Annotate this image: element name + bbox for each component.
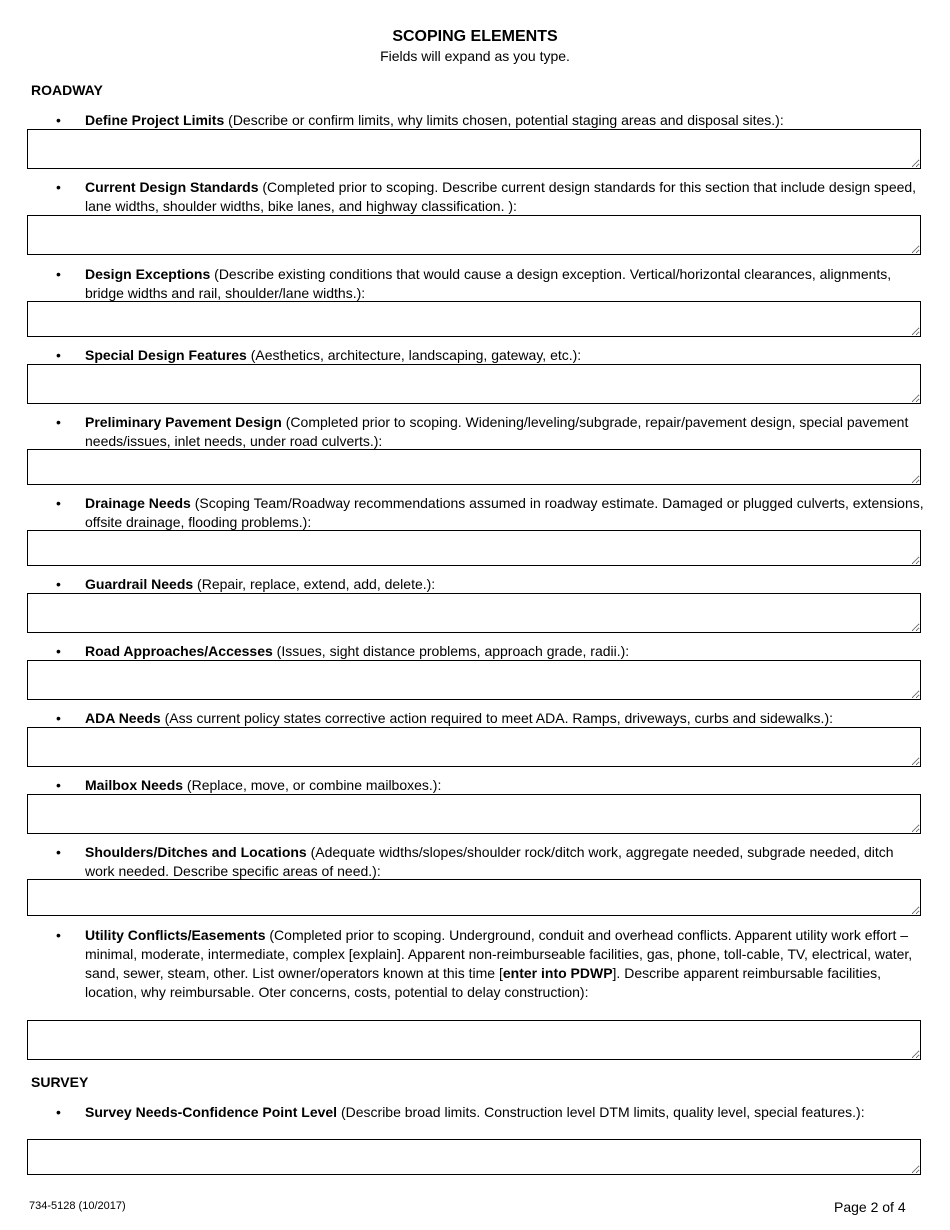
bullet-icon: •: [56, 576, 61, 592]
form-number: 734-5128 (10/2017): [29, 1200, 126, 1212]
item-special-design-features: [85, 346, 925, 365]
page-number: Page 2 of 4: [834, 1199, 906, 1215]
item-description: (Describe broad limits. Construction level DTM limits, quality level, special features.):: [337, 1104, 865, 1120]
item-emphasis: enter into PDWP: [502, 965, 613, 981]
road-approaches-accesses-field[interactable]: [27, 660, 921, 700]
item-ada-needs: [85, 709, 935, 728]
page-title: SCOPING ELEMENTS: [392, 28, 558, 45]
item-description: (Describe existing conditions that would cause a design exception. Vertical/horizontal clearances, alignments, bridge widths and rail, shoulder/lane widths.):: [85, 266, 892, 301]
bullet-icon: •: [56, 414, 61, 430]
item-label: Special Design Features: [85, 347, 247, 363]
item-utility-conflicts-easements: [85, 926, 925, 1002]
item-guardrail-needs: [85, 575, 925, 594]
item-description: (Completed prior to scoping. Describe current design standards for this section that include design speed, lane widths, shoulder widths, bike lanes, and highway classification. ):: [85, 179, 917, 214]
guardrail-needs-field[interactable]: [27, 593, 921, 633]
bullet-icon: •: [56, 927, 61, 943]
bullet-icon: •: [56, 643, 61, 659]
bullet-icon: •: [56, 710, 61, 726]
shoulders-ditches-locations-field[interactable]: [27, 879, 921, 916]
item-label: Utility Conflicts/Easements: [85, 927, 266, 943]
drainage-needs-field[interactable]: [27, 530, 921, 566]
item-label: Preliminary Pavement Design: [85, 414, 282, 430]
special-design-features-field[interactable]: [27, 364, 921, 404]
item-shoulders-ditches-locations: [85, 843, 925, 881]
page-subtitle: Fields will expand as you type.: [380, 48, 570, 64]
item-label: Mailbox Needs: [85, 777, 184, 793]
design-exceptions-field[interactable]: [27, 301, 921, 337]
item-drainage-needs: [85, 494, 925, 532]
item-description: (Ass current policy states corrective action required to meet ADA. Ramps, driveways, curbs and sidewalks.):: [160, 710, 833, 726]
item-label: Shoulders/Ditches and Locations: [85, 844, 307, 860]
item-survey-needs-confidence-point-level: [85, 1103, 925, 1122]
item-label: Current Design Standards: [85, 179, 259, 195]
bullet-icon: •: [56, 112, 61, 128]
bullet-icon: •: [56, 347, 61, 363]
item-label: Design Exceptions: [85, 266, 211, 282]
item-description-cont: ]. Describe apparent reimbursable facilities, location, why reimbursable. Oter concerns, costs, potential to delay construction):: [85, 965, 882, 1000]
item-design-exceptions: [85, 265, 925, 303]
define-project-limits-field[interactable]: [27, 129, 921, 169]
bullet-icon: •: [56, 1104, 61, 1120]
section-heading-survey: SURVEY: [31, 1074, 89, 1090]
item-current-design-standards: [85, 178, 925, 216]
ada-needs-field[interactable]: [27, 727, 921, 767]
bullet-icon: •: [56, 844, 61, 860]
item-description: (Describe or confirm limits, why limits chosen, potential staging areas and disposal sites.):: [224, 112, 784, 128]
survey-needs-field[interactable]: [27, 1139, 921, 1175]
item-road-approaches-accesses: [85, 642, 925, 661]
bullet-icon: •: [56, 495, 61, 511]
current-design-standards-field[interactable]: [27, 215, 921, 255]
item-description: (Issues, sight distance problems, approach grade, radii.):: [272, 643, 630, 659]
item-label: Drainage Needs: [85, 495, 191, 511]
item-description: (Replace, move, or combine mailboxes.):: [183, 777, 442, 793]
bullet-icon: •: [56, 777, 61, 793]
item-preliminary-pavement-design: [85, 413, 925, 451]
item-mailbox-needs: [85, 776, 925, 795]
item-description: (Adequate widths/slopes/shoulder rock/ditch work, aggregate needed, subgrade needed, ditch work needed. Describe specific areas of need.):: [85, 844, 894, 879]
bullet-icon: •: [56, 266, 61, 282]
item-description: (Aesthetics, architecture, landscaping, gateway, etc.):: [246, 347, 582, 363]
item-description: (Scoping Team/Roadway recommendations assumed in roadway estimate. Damaged or plugged culverts, extensions, offsite drainage, flooding problems.):: [85, 495, 924, 530]
item-label: Define Project Limits: [85, 112, 225, 128]
item-label: Guardrail Needs: [85, 576, 194, 592]
item-label: Road Approaches/Accesses: [85, 643, 273, 659]
item-label: Survey Needs-Confidence Point Level: [85, 1104, 338, 1120]
item-label: ADA Needs: [85, 710, 161, 726]
utility-conflicts-easements-field[interactable]: [27, 1020, 921, 1060]
item-description: (Repair, replace, extend, add, delete.):: [193, 576, 436, 592]
bullet-icon: •: [56, 179, 61, 195]
item-define-project-limits: [85, 111, 925, 130]
item-description: (Completed prior to scoping. Underground, conduit and overhead conflicts. Apparent utility work effort – minimal, moderate, intermediate, complex [explain]. Apparent non-reimburseable facilities, gas, phone, toll-cable, TV, electrical, water, sand, sewer, steam, other. List owner/operators known at this time [: [85, 927, 913, 981]
mailbox-needs-field[interactable]: [27, 794, 921, 834]
preliminary-pavement-design-field[interactable]: [27, 449, 921, 485]
section-heading-roadway: ROADWAY: [31, 82, 103, 98]
item-description: (Completed prior to scoping. Widening/leveling/subgrade, repair/pavement design, special pavement needs/issues, inlet needs, under road culverts.):: [85, 414, 909, 449]
